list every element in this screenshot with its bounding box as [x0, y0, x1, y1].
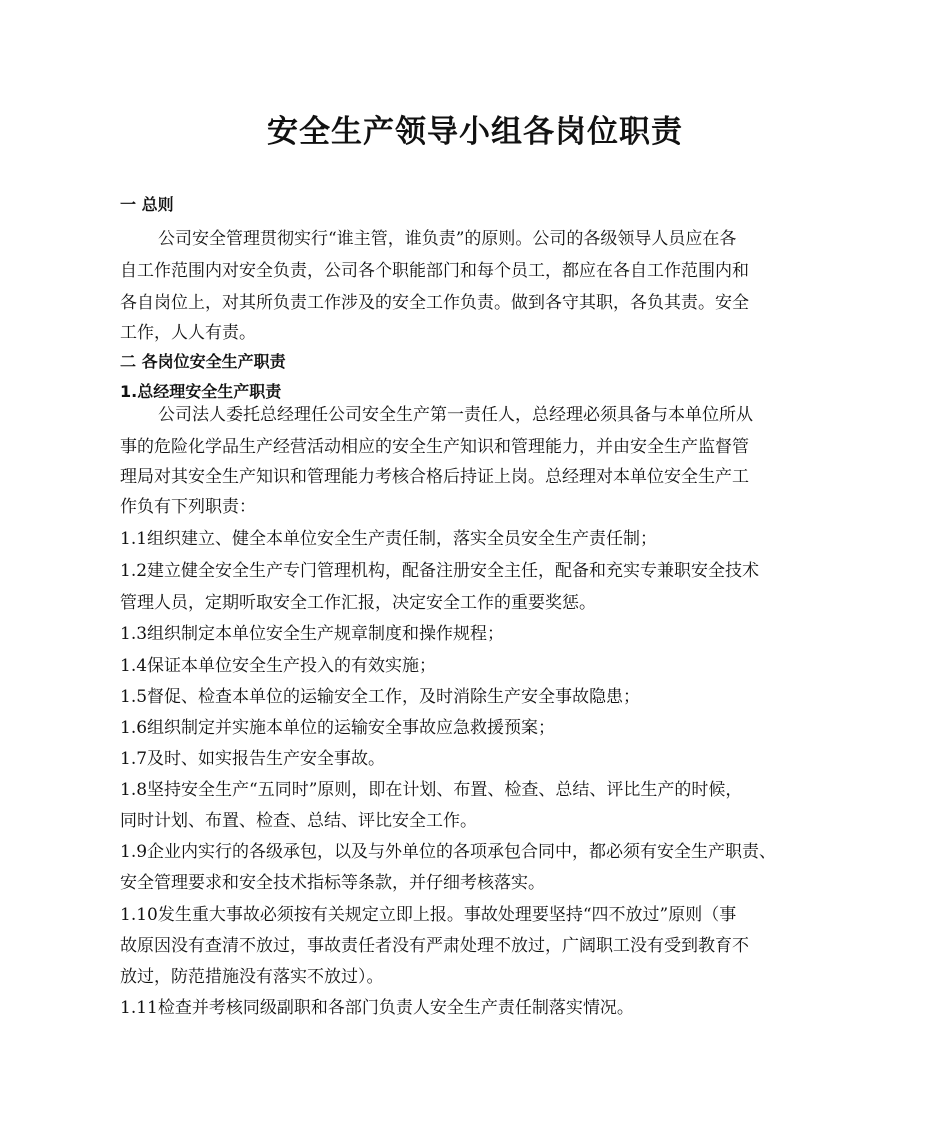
subsection-heading-gm: 1.总经理安全生产职责: [120, 382, 282, 401]
list-item: 1.8坚持安全生产“五同时”原则，即在计划、布置、检查、总结、评比生产的时候，: [120, 780, 743, 800]
page-title: 安全生产领导小组各岗位职责: [267, 114, 683, 150]
list-item: 放过，防范措施没有落实不放过）。: [120, 967, 384, 987]
list-item: 1.11检查并考核同级副职和各部门负责人安全生产责任制落实情况。: [120, 998, 634, 1018]
list-item: 1.6组织制定并实施本单位的运输安全事故应急救援预案；: [120, 718, 556, 738]
list-item: 故原因没有查清不放过，事故责任者没有严肃处理不放过，广阔职工没有受到教育不: [120, 936, 749, 956]
list-item: 1.10发生重大事故必须按有关规定立即上报。事故处理要坚持“四不放过”原则（事: [120, 905, 737, 925]
section-heading-duties: 二 各岗位安全生产职责: [120, 352, 286, 371]
list-item: 1.3组织制定本单位安全生产规章制度和操作规程；: [120, 624, 505, 644]
paragraph-line: 各自岗位上，对其所负责工作涉及的安全工作负责。做到各守其职，各负其责。安全: [120, 293, 749, 313]
list-item: 同时计划、布置、检查、总结、评比安全工作。: [120, 811, 477, 831]
paragraph-line: 公司法人委托总经理任公司安全生产第一责任人，总经理必须具备与本单位所从: [158, 405, 753, 425]
list-item: 1.4保证本单位安全生产投入的有效实施；: [120, 656, 437, 676]
list-item: 1.1组织建立、健全本单位安全生产责任制，落实全员安全生产责任制；: [120, 529, 658, 549]
paragraph-line: 自工作范围内对安全负责，公司各个职能部门和每个员工，都应在各自工作范围内和: [120, 261, 749, 281]
list-item: 1.2建立健全安全生产专门管理机构，配备注册安全主任，配备和充实专兼职安全技术: [120, 561, 760, 581]
paragraph-line: 公司安全管理贯彻实行“谁主管，谁负责”的原则。公司的各级领导人员应在各: [158, 229, 737, 249]
section-heading-general: 一 总则: [120, 195, 174, 214]
paragraph-line: 作负有下列职责：: [120, 497, 256, 517]
list-item: 管理人员，定期听取安全工作汇报，决定安全工作的重要奖惩。: [120, 593, 596, 613]
list-item: 1.7及时、如实报告生产安全事故。: [120, 749, 386, 769]
list-item: 安全管理要求和安全技术指标等条款，并仔细考核落实。: [120, 873, 545, 893]
list-item: 1.9企业内实行的各级承包，以及与外单位的各项承包合同中，都必须有安全生产职责、: [120, 842, 777, 862]
list-item: 1.5督促、检查本单位的运输安全工作，及时消除生产安全事故隐患；: [120, 687, 641, 707]
paragraph-line: 事的危险化学品生产经营活动相应的安全生产知识和管理能力，并由安全生产监督管: [120, 437, 749, 457]
paragraph-line: 工作，人人有责。: [120, 323, 256, 343]
paragraph-line: 理局对其安全生产知识和管理能力考核合格后持证上岗。总经理对本单位安全生产工: [120, 467, 749, 487]
